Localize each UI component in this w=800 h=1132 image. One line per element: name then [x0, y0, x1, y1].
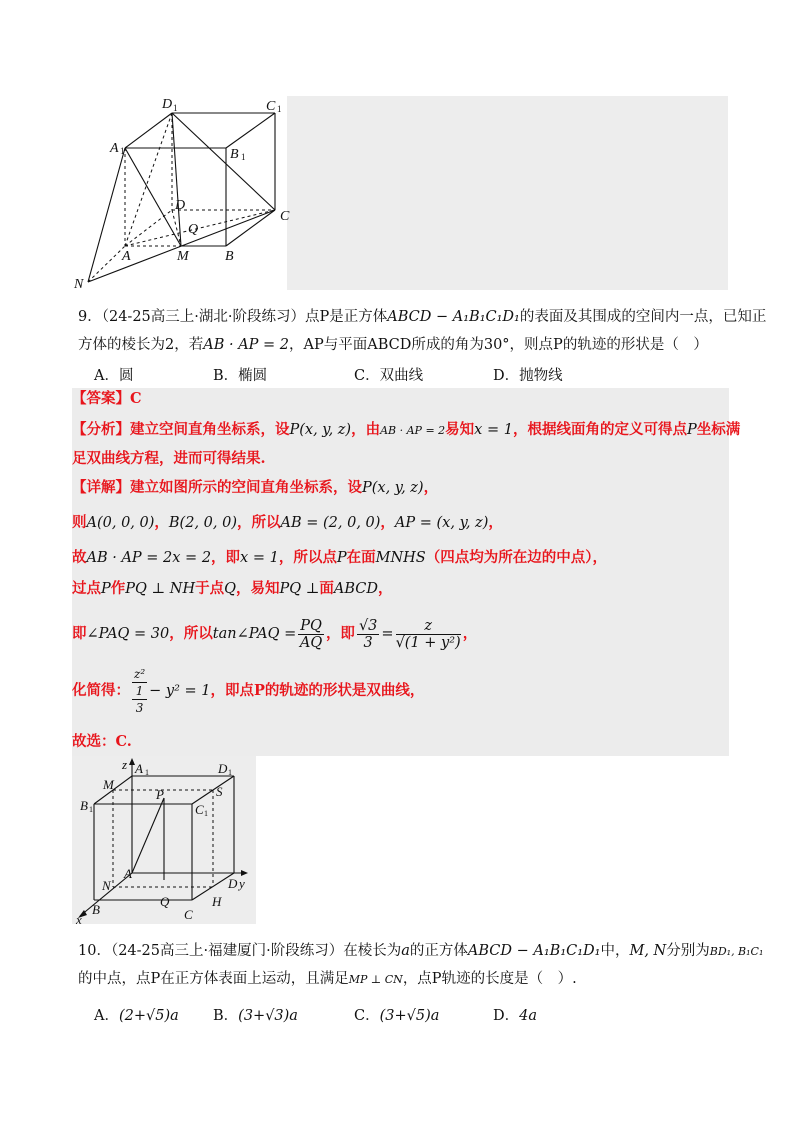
option-text: 双曲线: [379, 368, 424, 384]
math-expr: M, N: [629, 943, 667, 959]
q9-cube-name: ABCD − A₁B₁C₁D₁: [387, 309, 520, 325]
q9-line2: [78, 334, 708, 356]
q9-number: 9．: [78, 309, 102, 325]
svg-text:1: 1: [173, 103, 178, 113]
svg-text:C: C: [266, 99, 276, 114]
detail-line3: [72, 547, 607, 569]
detail-text: ，易知: [236, 580, 280, 597]
option-text: (3+√3)a: [238, 1008, 298, 1024]
option-label: D．: [493, 368, 520, 384]
math-expr: P(x, y, z): [289, 422, 352, 438]
svg-text:B: B: [80, 798, 88, 813]
math-expr: MNHS: [375, 550, 426, 566]
svg-text:M: M: [177, 249, 189, 264]
q9-text: 的表面及其围成的空间内一点，已知正: [519, 309, 767, 325]
q10-text: ，点P轨迹的长度是（ ）.: [402, 971, 577, 987]
detail-text: ，: [154, 514, 169, 531]
detail-line6: [72, 664, 424, 718]
analysis-text: 足双曲线方程，进而可得结果.: [72, 450, 266, 467]
q9-text: ，AP与平面ABCD所成的角为30°，则点P的轨迹的形状是（ ）: [289, 337, 708, 353]
detail-text: ，所以点: [278, 549, 337, 566]
detail-text: ，: [488, 514, 503, 531]
detail-line5: [72, 614, 477, 654]
math-expr: P: [101, 581, 111, 597]
final-answer-line: [72, 731, 132, 753]
detail-text: ，即: [211, 549, 241, 566]
math-expr: A(0, 0, 0): [86, 515, 155, 531]
fraction-numerator: z: [396, 618, 461, 635]
detail-text: 过点: [72, 580, 101, 597]
analysis-text: 建立空间直角坐标系，设: [130, 421, 290, 438]
analysis-line2: [72, 448, 266, 470]
svg-text:N: N: [74, 277, 84, 292]
final-answer: 故选：C.: [72, 733, 132, 750]
q10-option-a[interactable]: [94, 1004, 179, 1025]
fraction-pq-aq: [298, 618, 324, 651]
detail-line1: [72, 477, 438, 499]
detail-line4: [72, 578, 393, 600]
math-expr: tan∠PAQ =: [212, 626, 297, 642]
figure-placeholder-panel: [287, 96, 728, 290]
detail-text: 化简得：: [72, 682, 130, 699]
option-label: B．: [213, 1008, 239, 1024]
detail-text: ，: [380, 514, 395, 531]
q9-option-b[interactable]: [213, 364, 267, 385]
q10-line2: [78, 968, 577, 991]
q10-text: 中，: [600, 943, 630, 959]
q10-text: 在棱长为: [343, 943, 402, 959]
math-expr: AB · AP = 2: [380, 424, 446, 437]
svg-text:Q: Q: [160, 894, 170, 909]
svg-text:B: B: [92, 902, 100, 917]
svg-text:B: B: [230, 147, 239, 162]
svg-text:1: 1: [277, 104, 282, 114]
option-text: 椭圆: [238, 368, 268, 384]
detail-text: 面: [319, 580, 334, 597]
math-expr: ABCD − A₁B₁C₁D₁: [467, 943, 601, 959]
option-text: (3+√5)a: [379, 1008, 440, 1024]
fraction-z: [396, 618, 461, 651]
q10-number: 10．: [78, 943, 111, 959]
analysis-text: ，由: [351, 421, 381, 438]
math-expr: P(x, y, z): [362, 480, 424, 496]
option-label: C．: [354, 368, 380, 384]
svg-text:1: 1: [241, 152, 246, 162]
fraction-numerator: z²: [134, 667, 146, 681]
math-expr: x = 1: [474, 422, 513, 438]
detail-text: 即: [72, 625, 87, 642]
math-expr: PQ ⊥ NH: [125, 581, 196, 597]
option-text: (2+√5)a: [118, 1008, 179, 1024]
svg-text:C: C: [184, 907, 193, 922]
svg-text:D: D: [162, 97, 173, 112]
svg-text:1: 1: [228, 768, 232, 777]
math-expr: PQ ⊥: [279, 581, 320, 597]
option-text: 抛物线: [519, 368, 563, 384]
fraction-denominator: 3: [135, 701, 144, 715]
q9-option-a[interactable]: [94, 364, 133, 385]
svg-text:A: A: [124, 866, 132, 881]
svg-text:S: S: [216, 784, 223, 799]
q10-text: 分别为: [666, 943, 710, 959]
math-expr: P: [336, 550, 347, 566]
fraction-denominator: 1: [132, 683, 147, 700]
fraction-denominator: AQ: [299, 634, 323, 651]
math-expr: − y² = 1: [149, 683, 211, 699]
q10-line1: [78, 940, 763, 963]
svg-text:N: N: [102, 878, 111, 893]
svg-text:y: y: [239, 876, 245, 891]
detail-text: 作: [110, 580, 126, 597]
option-label: A．: [94, 368, 119, 384]
svg-text:A: A: [135, 761, 143, 776]
analysis-text: ，根据线面角的定义可得点: [512, 421, 687, 438]
detail-text: 于点: [195, 580, 225, 597]
option-text: 圆: [118, 368, 134, 384]
fraction-z-squared: [132, 666, 147, 716]
svg-text:C: C: [280, 209, 290, 224]
svg-text:D: D: [218, 761, 228, 776]
detail-text: 在面: [346, 549, 376, 566]
math-expr: =: [381, 626, 394, 642]
math-expr: MP ⊥ CN: [348, 973, 403, 986]
svg-text:A: A: [122, 249, 131, 264]
q10-source: （24-25高三上·福建厦门·阶段练习）: [110, 943, 344, 959]
answer-line: [72, 388, 142, 410]
svg-text:H: H: [212, 894, 222, 909]
math-expr: AB = (2, 0, 0): [280, 515, 381, 531]
q10-text: 的中点，点P在正方体表面上运动，且满足: [78, 971, 349, 987]
svg-text:B: B: [225, 249, 234, 264]
math-expr: ABCD: [333, 581, 379, 597]
q9-source: （24-25高三上·湖北·阶段练习）: [101, 309, 306, 325]
math-expr: AB · AP = 2x = 2: [86, 550, 212, 566]
svg-text:P: P: [156, 787, 164, 802]
svg-text:1: 1: [89, 805, 93, 814]
svg-text:1: 1: [120, 146, 125, 156]
math-expr: Q: [224, 581, 236, 597]
q9-text: 点P是正方体: [305, 309, 388, 325]
fraction-denominator: √(1 + y²): [395, 634, 461, 651]
math-expr: BD₁, B₁C₁: [709, 945, 764, 958]
detail-text: ，: [378, 580, 393, 597]
svg-text:x: x: [76, 912, 82, 924]
math-expr: x = 1: [240, 550, 279, 566]
math-expr: P: [686, 422, 697, 438]
option-label: C．: [354, 1008, 380, 1024]
q9-vector-condition: AB · AP = 2: [203, 337, 290, 353]
detail-text: ，即: [325, 625, 355, 642]
svg-text:1: 1: [145, 768, 149, 777]
option-label: A．: [94, 1008, 119, 1024]
answer-tag: 【答案】: [72, 390, 130, 407]
q9-option-d[interactable]: [493, 364, 563, 385]
fraction-sqrt3: [357, 618, 379, 651]
detail-text: ，: [462, 625, 478, 642]
answer-value: C: [130, 390, 142, 407]
detail-text: ，所以: [169, 625, 213, 642]
q10-option-b[interactable]: [213, 1004, 298, 1025]
analysis-text: 易知: [445, 421, 475, 438]
analysis-text: 坐标满: [696, 421, 741, 438]
detail-line2: [72, 512, 503, 534]
fraction-numerator: √3: [358, 617, 378, 634]
fraction-numerator: PQ: [300, 617, 322, 634]
q10-option-d[interactable]: [493, 1004, 537, 1025]
svg-text:C: C: [195, 802, 204, 817]
option-label: D．: [493, 1008, 520, 1024]
svg-text:1: 1: [204, 809, 208, 818]
math-expr: B(2, 0, 0): [168, 515, 237, 531]
svg-text:z: z: [122, 757, 128, 772]
math-expr: AP = (x, y, z): [394, 515, 489, 531]
fraction-denominator: 3: [363, 634, 373, 651]
detail-text: 建立如图所示的空间直角坐标系，设: [130, 479, 362, 496]
math-expr: a: [401, 943, 410, 959]
detail-text: ，: [423, 479, 439, 496]
svg-text:Q: Q: [188, 222, 199, 237]
q10-option-c[interactable]: [354, 1004, 439, 1025]
detail-tag: 【详解】: [72, 479, 130, 496]
detail-text: （四点均为所在边的中点），: [425, 549, 607, 566]
svg-text:D: D: [175, 198, 186, 213]
analysis-tag: 【分析】: [72, 421, 130, 438]
svg-text:M: M: [103, 777, 114, 792]
analysis-line1: [72, 419, 740, 442]
cube-figure-top: [70, 92, 295, 292]
option-label: B．: [213, 368, 239, 384]
q10-text: 的正方体: [409, 943, 468, 959]
detail-text: ，所以: [237, 514, 281, 531]
q9-text: 方体的棱长为2，若: [78, 337, 204, 353]
option-text: 4a: [519, 1008, 538, 1024]
svg-text:D: D: [228, 876, 238, 891]
q9-line1: [78, 306, 766, 328]
coordinate-cube-figure: [72, 756, 256, 924]
q9-option-c[interactable]: [354, 364, 423, 385]
svg-text:A: A: [110, 141, 119, 156]
detail-text: ，即点P的轨迹的形状是双曲线，: [210, 682, 425, 699]
math-expr: ∠PAQ = 30: [86, 626, 170, 642]
detail-text: 则: [72, 514, 87, 531]
detail-text: 故: [72, 549, 87, 566]
